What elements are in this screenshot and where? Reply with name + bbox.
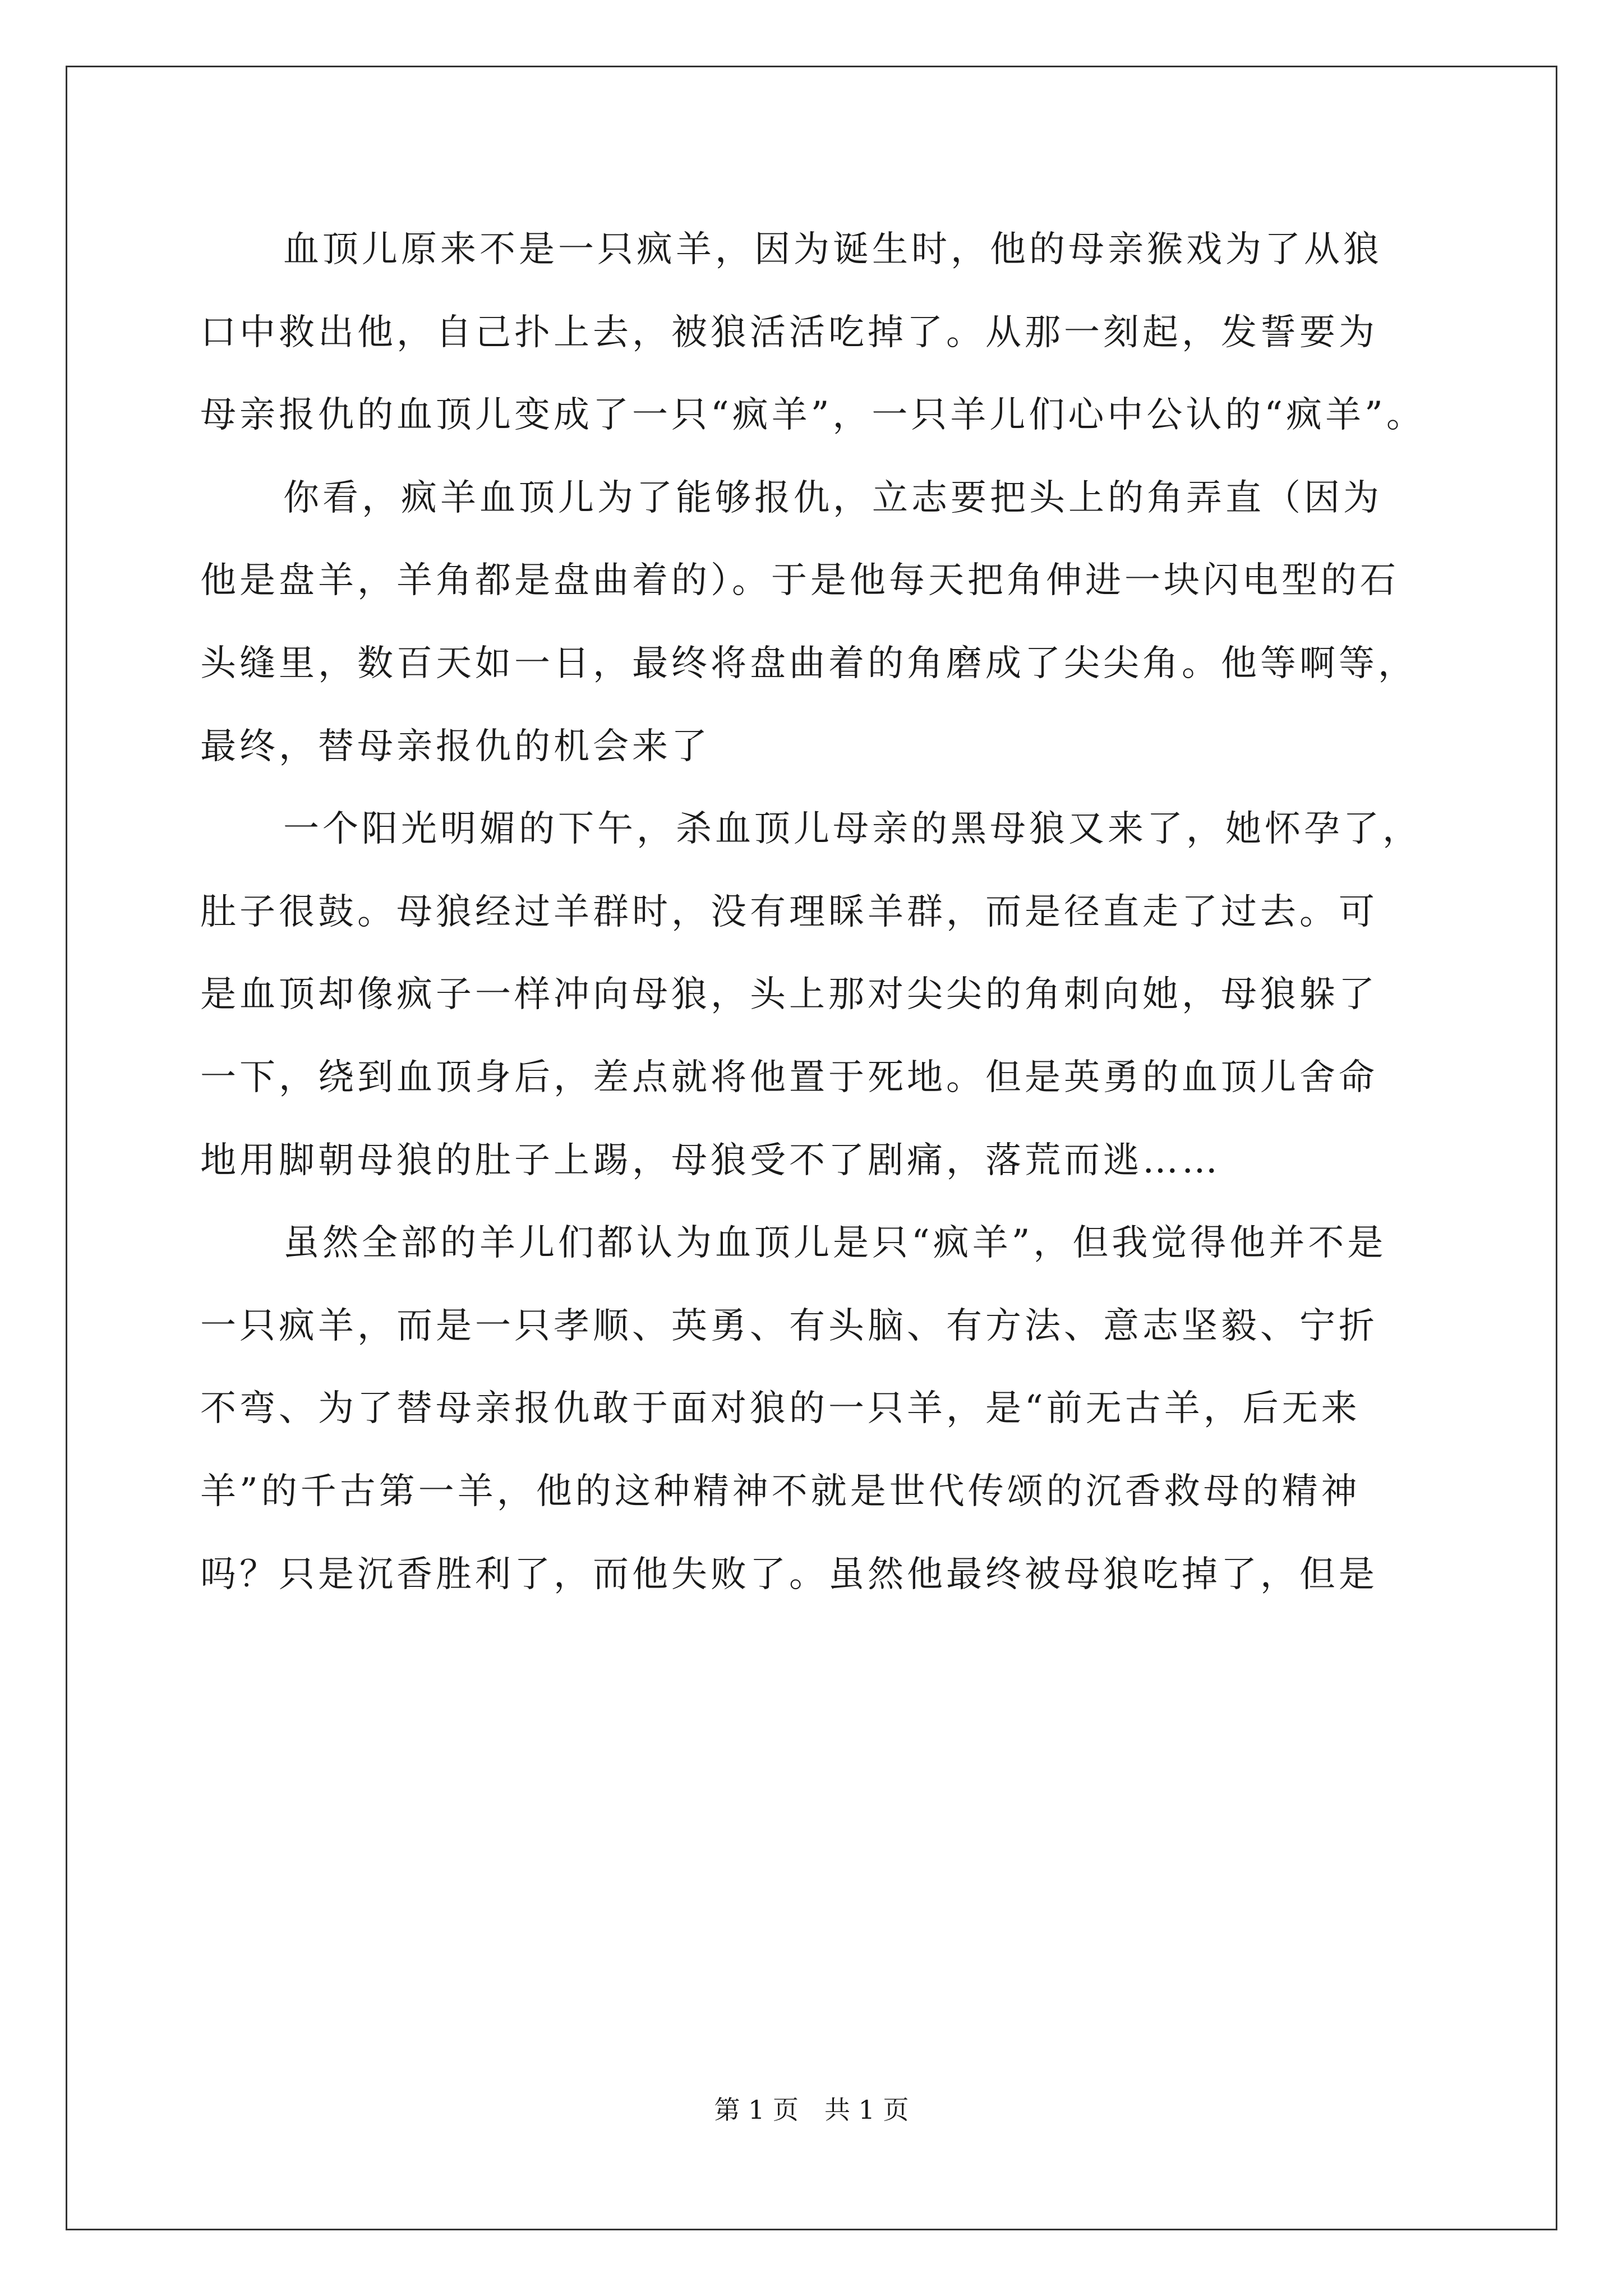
- text-line: 不弯、为了替母亲报仇敢于面对狼的一只羊，是“前无古羊，后无来: [200, 1388, 1361, 1430]
- text-line: 吗？只是沉香胜利了，而他失败了。虽然他最终被母狼吃掉了，但是: [200, 1553, 1378, 1595]
- text-line: 一只疯羊，而是一只孝顺、英勇、有头脑、有方法、意志坚毅、宁折: [200, 1305, 1378, 1347]
- text-line: 血顶儿原来不是一只疯羊，因为诞生时，他的母亲猴戏为了从狼: [283, 229, 1382, 270]
- text-line: 你看，疯羊血顶儿为了能够报仇，立志要把头上的角弄直（因为: [283, 477, 1382, 519]
- text-line: 一下，绕到血顶身后，差点就将他置于死地。但是英勇的血顶儿舍命: [200, 1056, 1378, 1098]
- text-line: 虽然全部的羊儿们都认为血顶儿是只“疯羊”，但我觉得他并不是: [283, 1222, 1387, 1264]
- page-number-footer: 第 1 页 共 1 页: [714, 2095, 909, 2125]
- text-line: 口中救出他，自己扑上去，被狼活活吃掉了。从那一刻起，发誓要为: [200, 311, 1378, 353]
- text-line: 一个阳光明媚的下午，杀血顶儿母亲的黑母狼又来了，她怀孕了，: [283, 808, 1422, 850]
- text-line: 头缝里，数百天如一日，最终将盘曲着的角磨成了尖尖角。他等啊等，: [200, 642, 1417, 684]
- text-line: 肚子很鼓。母狼经过羊群时，没有理睬羊群，而是径直走了过去。可: [200, 891, 1378, 933]
- document-body: [200, 209, 1434, 1616]
- text-line: 母亲报仇的血顶儿变成了一只“疯羊”，一只羊儿们心中公认的“疯羊”。: [200, 394, 1426, 436]
- text-line: 他是盘羊，羊角都是盘曲着的）。于是他每天把角伸进一块闪电型的石: [200, 560, 1399, 602]
- text-line: 地用脚朝母狼的肚子上踢，母狼受不了剧痛，落荒而逃……: [200, 1139, 1221, 1181]
- text-line: 最终，替母亲报仇的机会来了: [200, 725, 711, 767]
- text-line: 是血顶却像疯子一样冲向母狼，头上那对尖尖的角刺向她，母狼躲了: [200, 974, 1378, 1016]
- text-line: 羊”的千古第一羊，他的这种精神不就是世代传颂的沉香救母的精神: [200, 1470, 1361, 1512]
